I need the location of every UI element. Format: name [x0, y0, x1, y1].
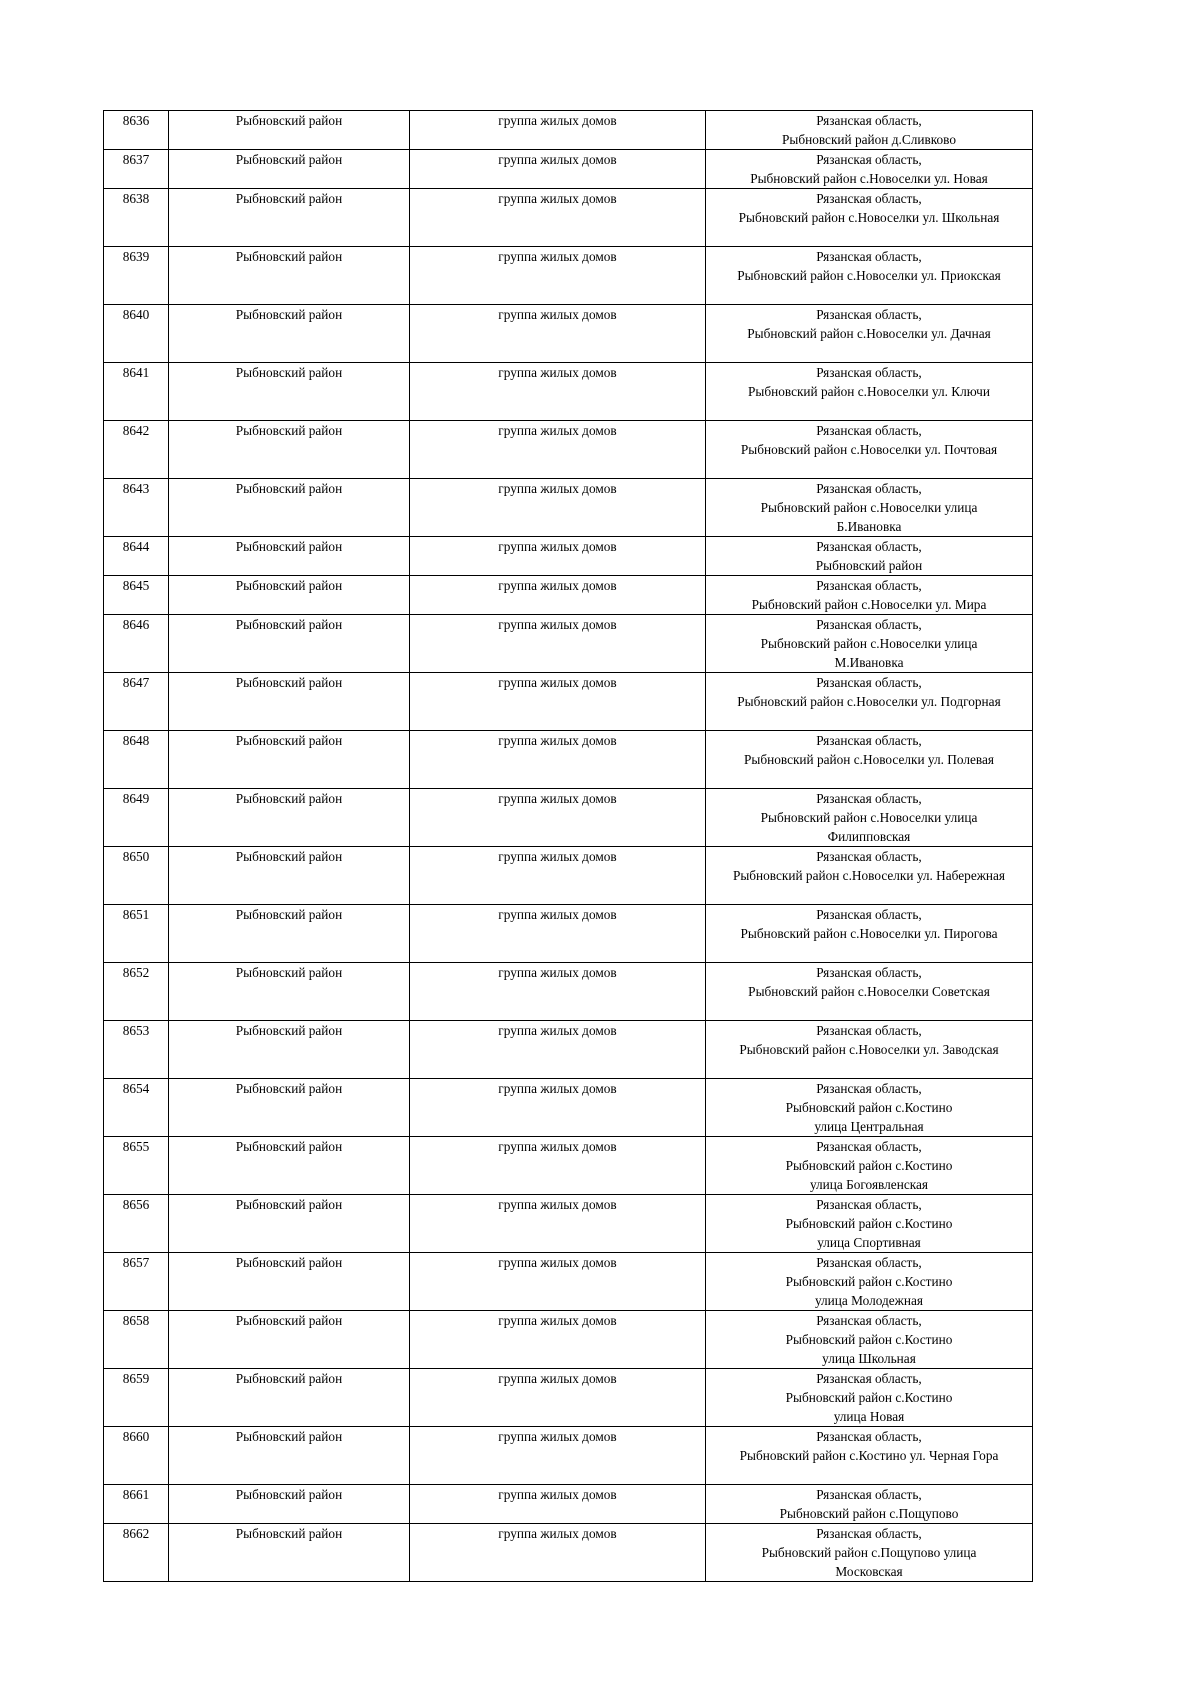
- object-type-cell: группа жилых домов: [410, 421, 706, 479]
- object-type-cell: группа жилых домов: [410, 789, 706, 847]
- address-line: улица Центральная: [814, 1119, 924, 1134]
- row-number: 8660: [104, 1427, 169, 1485]
- register-table: [103, 110, 1033, 1582]
- row-number: 8639: [104, 247, 169, 305]
- row-number: 8636: [104, 111, 169, 150]
- address-cell: [706, 1427, 1033, 1485]
- address-cell: [706, 963, 1033, 1021]
- district-cell: Рыбновский район: [169, 1195, 410, 1253]
- address-cell: [706, 247, 1033, 305]
- address-line: Рязанская область,: [816, 152, 922, 167]
- row-number: 8646: [104, 615, 169, 673]
- district-cell: Рыбновский район: [169, 1137, 410, 1195]
- address-line: Рыбновский район с.Новоселки улица: [760, 500, 978, 515]
- object-type-cell: группа жилых домов: [410, 963, 706, 1021]
- table-row: [104, 1253, 1033, 1311]
- district-cell: Рыбновский район: [169, 963, 410, 1021]
- address-line: Рязанская область,: [816, 675, 922, 690]
- address-line: Рыбновский район с.Новоселки ул. Набережная: [732, 868, 1006, 883]
- address-cell: [706, 189, 1033, 247]
- address-line: Рыбновский район с.Костино: [785, 1390, 953, 1405]
- address-line: Рыбновский район с.Пощупово: [779, 1506, 959, 1521]
- address-line: Рязанская область,: [816, 481, 922, 496]
- address-line: Рыбновский район с.Новоселки ул. Новая: [750, 171, 988, 186]
- address-cell: [706, 1021, 1033, 1079]
- object-type-cell: группа жилых домов: [410, 305, 706, 363]
- object-type-cell: группа жилых домов: [410, 1253, 706, 1311]
- address-cell: [706, 731, 1033, 789]
- table-row: [104, 537, 1033, 576]
- district-cell: Рыбновский район: [169, 537, 410, 576]
- address-line: улица Молодежная: [814, 1293, 923, 1308]
- address-cell: [706, 1079, 1033, 1137]
- district-cell: Рыбновский район: [169, 421, 410, 479]
- address-cell: [706, 1311, 1033, 1369]
- address-line: Рыбновский район с.Новоселки ул. Подгорная: [737, 694, 1001, 709]
- table-row: [104, 1137, 1033, 1195]
- address-cell: [706, 615, 1033, 673]
- address-line: Рязанская область,: [816, 907, 922, 922]
- address-line: Рыбновский район с.Костино: [785, 1274, 953, 1289]
- address-cell: [706, 576, 1033, 615]
- row-number: 8656: [104, 1195, 169, 1253]
- district-cell: Рыбновский район: [169, 1253, 410, 1311]
- row-number: 8648: [104, 731, 169, 789]
- object-type-cell: группа жилых домов: [410, 731, 706, 789]
- district-cell: Рыбновский район: [169, 1021, 410, 1079]
- address-line: Рязанская область,: [816, 249, 922, 264]
- object-type-cell: группа жилых домов: [410, 847, 706, 905]
- address-line: Рыбновский район с.Костино: [785, 1332, 953, 1347]
- address-line: Рязанская область,: [816, 365, 922, 380]
- object-type-cell: группа жилых домов: [410, 111, 706, 150]
- address-line: Рыбновский район с.Новоселки ул. Заводская: [739, 1042, 999, 1057]
- row-number: 8659: [104, 1369, 169, 1427]
- address-line: Рязанская область,: [816, 1023, 922, 1038]
- object-type-cell: группа жилых домов: [410, 1311, 706, 1369]
- row-number: 8662: [104, 1524, 169, 1582]
- district-cell: Рыбновский район: [169, 1524, 410, 1582]
- address-cell: [706, 1253, 1033, 1311]
- address-cell: [706, 305, 1033, 363]
- address-line: Рязанская область,: [816, 733, 922, 748]
- address-line: Рыбновский район с.Пощупово улица: [761, 1545, 977, 1560]
- address-cell: [706, 789, 1033, 847]
- address-cell: [706, 847, 1033, 905]
- row-number: 8652: [104, 963, 169, 1021]
- address-line: Рыбновский район с.Новоселки улица: [760, 810, 978, 825]
- district-cell: Рыбновский район: [169, 1427, 410, 1485]
- district-cell: Рыбновский район: [169, 479, 410, 537]
- table-row: [104, 673, 1033, 731]
- address-line: Рязанская область,: [816, 578, 922, 593]
- district-cell: Рыбновский район: [169, 363, 410, 421]
- address-line: Рыбновский район с.Новоселки ул. Полевая: [744, 752, 994, 767]
- address-line: Рязанская область,: [816, 539, 922, 554]
- district-cell: Рыбновский район: [169, 1079, 410, 1137]
- address-line: Б.Ивановка: [836, 519, 902, 534]
- table-row: [104, 731, 1033, 789]
- address-cell: [706, 1369, 1033, 1427]
- address-line: улица Спортивная: [817, 1235, 921, 1250]
- object-type-cell: группа жилых домов: [410, 150, 706, 189]
- address-line: Рязанская область,: [816, 1487, 922, 1502]
- object-type-cell: группа жилых домов: [410, 1427, 706, 1485]
- district-cell: Рыбновский район: [169, 189, 410, 247]
- address-line: М.Ивановка: [834, 655, 904, 670]
- district-cell: Рыбновский район: [169, 1369, 410, 1427]
- address-line: Рыбновский район с.Новоселки ул. Мира: [751, 597, 987, 612]
- object-type-cell: группа жилых домов: [410, 479, 706, 537]
- address-line: Рыбновский район с.Новоселки ул. Пирогова: [740, 926, 998, 941]
- address-cell: [706, 673, 1033, 731]
- row-number: 8647: [104, 673, 169, 731]
- row-number: 8651: [104, 905, 169, 963]
- object-type-cell: группа жилых домов: [410, 1369, 706, 1427]
- address-line: Рыбновский район с.Новоселки ул. Приокская: [737, 268, 1001, 283]
- address-line: Московская: [835, 1564, 903, 1579]
- district-cell: Рыбновский район: [169, 247, 410, 305]
- district-cell: Рыбновский район: [169, 111, 410, 150]
- district-cell: Рыбновский район: [169, 615, 410, 673]
- row-number: 8653: [104, 1021, 169, 1079]
- address-line: Рыбновский район с.Костино: [785, 1100, 953, 1115]
- district-cell: Рыбновский район: [169, 150, 410, 189]
- row-number: 8655: [104, 1137, 169, 1195]
- address-line: Рыбновский район с.Костино: [785, 1216, 953, 1231]
- object-type-cell: группа жилых домов: [410, 615, 706, 673]
- address-line: Рязанская область,: [816, 617, 922, 632]
- table-row: [104, 363, 1033, 421]
- table-row: [104, 111, 1033, 150]
- address-line: Филипповская: [827, 829, 911, 844]
- table-row: [104, 1079, 1033, 1137]
- district-cell: Рыбновский район: [169, 731, 410, 789]
- address-line: Рыбновский район с.Новоселки ул. Почтовая: [740, 442, 998, 457]
- address-cell: [706, 150, 1033, 189]
- row-number: 8641: [104, 363, 169, 421]
- table-row: [104, 1485, 1033, 1524]
- address-line: Рязанская область,: [816, 307, 922, 322]
- address-line: улица Школьная: [822, 1351, 916, 1366]
- row-number: 8650: [104, 847, 169, 905]
- table-row: [104, 1021, 1033, 1079]
- table-row: [104, 576, 1033, 615]
- address-cell: [706, 1137, 1033, 1195]
- address-line: Рыбновский район с.Новоселки ул. Ключи: [748, 384, 990, 399]
- address-line: Рыбновский район с.Новоселки ул. Дачная: [747, 326, 991, 341]
- object-type-cell: группа жилых домов: [410, 1021, 706, 1079]
- address-line: Рыбновский район: [815, 558, 923, 573]
- address-line: Рязанская область,: [816, 1526, 922, 1541]
- table-row: [104, 1427, 1033, 1485]
- address-line: Рязанская область,: [816, 849, 922, 864]
- row-number: 8658: [104, 1311, 169, 1369]
- district-cell: Рыбновский район: [169, 847, 410, 905]
- row-number: 8661: [104, 1485, 169, 1524]
- object-type-cell: группа жилых домов: [410, 1524, 706, 1582]
- address-line: Рязанская область,: [816, 791, 922, 806]
- address-line: Рязанская область,: [816, 1139, 922, 1154]
- district-cell: Рыбновский район: [169, 576, 410, 615]
- district-cell: Рыбновский район: [169, 673, 410, 731]
- table-row: [104, 1369, 1033, 1427]
- address-line: улица Богоявленская: [809, 1177, 928, 1192]
- row-number: 8637: [104, 150, 169, 189]
- address-cell: [706, 111, 1033, 150]
- address-cell: [706, 479, 1033, 537]
- address-cell: [706, 1485, 1033, 1524]
- address-line: Рязанская область,: [816, 191, 922, 206]
- address-line: Рязанская область,: [816, 1371, 922, 1386]
- table-row: [104, 421, 1033, 479]
- object-type-cell: группа жилых домов: [410, 576, 706, 615]
- address-line: Рыбновский район с.Костино: [785, 1158, 953, 1173]
- table-row: [104, 189, 1033, 247]
- address-line: Рязанская область,: [816, 113, 922, 128]
- table-row: [104, 615, 1033, 673]
- table-row: [104, 1195, 1033, 1253]
- row-number: 8657: [104, 1253, 169, 1311]
- table-row: [104, 789, 1033, 847]
- address-line: Рязанская область,: [816, 1197, 922, 1212]
- address-cell: [706, 421, 1033, 479]
- district-cell: Рыбновский район: [169, 1485, 410, 1524]
- register-table-body: [104, 111, 1033, 1582]
- address-line: Рыбновский район с.Костино ул. Черная Гора: [739, 1448, 999, 1463]
- object-type-cell: группа жилых домов: [410, 673, 706, 731]
- row-number: 8642: [104, 421, 169, 479]
- address-cell: [706, 537, 1033, 576]
- object-type-cell: группа жилых домов: [410, 905, 706, 963]
- district-cell: Рыбновский район: [169, 789, 410, 847]
- row-number: 8645: [104, 576, 169, 615]
- address-cell: [706, 363, 1033, 421]
- table-row: [104, 479, 1033, 537]
- address-line: Рыбновский район с.Новоселки ул. Школьная: [738, 210, 1000, 225]
- table-row: [104, 150, 1033, 189]
- address-line: Рязанская область,: [816, 1313, 922, 1328]
- table-row: [104, 963, 1033, 1021]
- object-type-cell: группа жилых домов: [410, 363, 706, 421]
- address-line: улица Новая: [833, 1409, 905, 1424]
- row-number: 8638: [104, 189, 169, 247]
- object-type-cell: группа жилых домов: [410, 1195, 706, 1253]
- row-number: 8654: [104, 1079, 169, 1137]
- address-cell: [706, 1524, 1033, 1582]
- row-number: 8640: [104, 305, 169, 363]
- row-number: 8649: [104, 789, 169, 847]
- row-number: 8644: [104, 537, 169, 576]
- object-type-cell: группа жилых домов: [410, 247, 706, 305]
- district-cell: Рыбновский район: [169, 905, 410, 963]
- address-line: Рязанская область,: [816, 1081, 922, 1096]
- table-row: [104, 1311, 1033, 1369]
- table-row: [104, 905, 1033, 963]
- row-number: 8643: [104, 479, 169, 537]
- address-line: Рыбновский район с.Новоселки Советская: [748, 984, 990, 999]
- district-cell: Рыбновский район: [169, 305, 410, 363]
- address-line: Рязанская область,: [816, 1429, 922, 1444]
- address-line: Рыбновский район д.Сливково: [782, 132, 956, 147]
- table-row: [104, 847, 1033, 905]
- address-line: Рязанская область,: [816, 965, 922, 980]
- table-row: [104, 247, 1033, 305]
- address-cell: [706, 1195, 1033, 1253]
- address-line: Рязанская область,: [816, 1255, 922, 1270]
- object-type-cell: группа жилых домов: [410, 537, 706, 576]
- address-line: Рязанская область,: [816, 423, 922, 438]
- address-line: Рыбновский район с.Новоселки улица: [760, 636, 978, 651]
- object-type-cell: группа жилых домов: [410, 1137, 706, 1195]
- table-row: [104, 305, 1033, 363]
- object-type-cell: группа жилых домов: [410, 1485, 706, 1524]
- address-cell: [706, 905, 1033, 963]
- object-type-cell: группа жилых домов: [410, 189, 706, 247]
- table-row: [104, 1524, 1033, 1582]
- district-cell: Рыбновский район: [169, 1311, 410, 1369]
- object-type-cell: группа жилых домов: [410, 1079, 706, 1137]
